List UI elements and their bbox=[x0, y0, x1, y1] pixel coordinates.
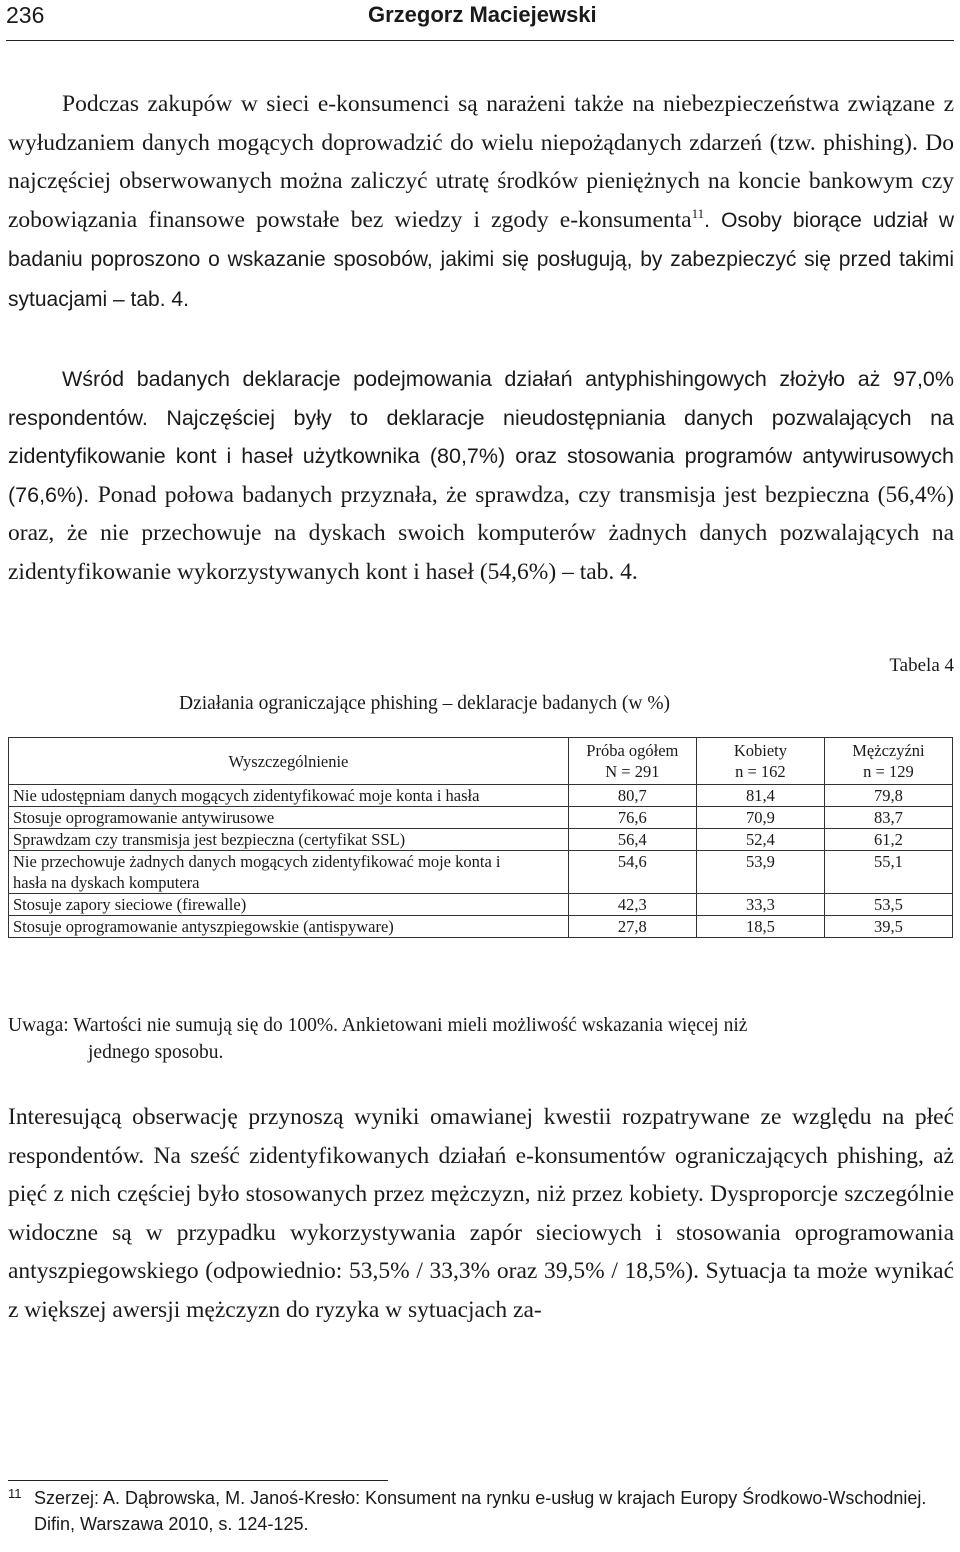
table-row bbox=[9, 851, 953, 894]
value-total: 42,3 bbox=[568, 894, 696, 916]
row-label: Nie udostępniam danych mogących zidentyfikować moje konta i hasła bbox=[9, 785, 569, 807]
value-total: 56,4 bbox=[568, 829, 696, 851]
value-total: 27,8 bbox=[568, 916, 696, 938]
value-total: 80,7 bbox=[568, 785, 696, 807]
footnote-mark: 11 bbox=[8, 1486, 22, 1501]
value-men: 39,5 bbox=[824, 916, 952, 938]
table-title: Działania ograniczające phishing – deklaracje badanych (w %) bbox=[179, 693, 671, 714]
value-women: 70,9 bbox=[696, 807, 824, 829]
table-note bbox=[8, 1012, 954, 1066]
value-men: 61,2 bbox=[824, 829, 952, 851]
paragraph-2 bbox=[8, 360, 954, 591]
table-row bbox=[9, 916, 953, 938]
row-label: Stosuje zapory sieciowe (firewalle) bbox=[9, 894, 569, 916]
value-total: 54,6 bbox=[568, 851, 696, 894]
value-women: 81,4 bbox=[696, 785, 824, 807]
running-head-author: Grzegorz Maciejewski bbox=[368, 2, 597, 27]
footnote-reference[interactable]: 11 bbox=[691, 205, 705, 221]
phishing-measures-table bbox=[8, 737, 953, 938]
row-label: Stosuje oprogramowanie antyszpiegowskie (antispyware) bbox=[9, 916, 569, 938]
value-men: 53,5 bbox=[824, 894, 952, 916]
table-header-row bbox=[9, 738, 953, 785]
value-total: 76,6 bbox=[568, 807, 696, 829]
header-cell-women: Kobiety n = 162 bbox=[696, 738, 824, 785]
table-row bbox=[9, 807, 953, 829]
row-label: Sprawdzam czy transmisja jest bezpieczna (certyfikat SSL) bbox=[9, 829, 569, 851]
header-cell-total: Próba ogółem N = 291 bbox=[568, 738, 696, 785]
table-row bbox=[9, 829, 953, 851]
table-note-line-1: Uwaga: Wartości nie sumują się do 100%. Ankietowani mieli możliwość wskazania więcej niż bbox=[8, 1015, 748, 1036]
page-number: 236 bbox=[6, 2, 45, 28]
value-women: 53,9 bbox=[696, 851, 824, 894]
row-label: Stosuje oprogramowanie antywirusowe bbox=[9, 807, 569, 829]
table-number-label: Tabela 4 bbox=[889, 655, 954, 676]
value-men: 83,7 bbox=[824, 807, 952, 829]
header-cell-item: Wyszczególnienie bbox=[9, 738, 569, 785]
paragraph-1-text-a: Podczas zakupów w sieci e-konsumenci są narażeni także na niebezpieczeństwa związane z wyłudzaniem danych mogących doprowadzić do wielu niepożądanych zdarzeń (tzw. phishing). Do najczęściej obserwowanych można zaliczyć utratę środków pieniężnych na koncie bankowym czy zobowiązania finansowe powstałe bez wiedzy i zgody e-konsumenta bbox=[8, 91, 954, 233]
paragraph-2-text-a: Wśród badanych deklaracje podejmowania działań antyphishingowych złożyło aż 97,0% respondentów. bbox=[8, 367, 954, 430]
row-label: Nie przechowuje żadnych danych mogących zidentyfikować moje konta i hasła na dyskach komputera bbox=[9, 851, 569, 894]
paragraph-1 bbox=[8, 85, 954, 320]
footnote-separator bbox=[8, 1480, 388, 1481]
value-men: 79,8 bbox=[824, 785, 952, 807]
value-women: 33,3 bbox=[696, 894, 824, 916]
value-men: 55,1 bbox=[824, 851, 952, 894]
paragraph-1-text-b: . Osoby biorące udział w badaniu poproszono o wskazanie sposobów, jakimi się posługują, by zabezpieczyć się przed takimi sytuacjami – tab. 4. bbox=[8, 208, 954, 311]
footnote-text: Szerzej: A. Dąbrowska, M. Janoś-Kresło: Konsument na rynku e-usług w krajach Europy Środkowo-Wschodniej. Difin, Warszawa 2010, s. 124-125. bbox=[34, 1488, 927, 1534]
table-row bbox=[9, 894, 953, 916]
table-row bbox=[9, 785, 953, 807]
header-cell-men: Mężczyźni n = 129 bbox=[824, 738, 952, 785]
table-note-line-2: jednego sposobu. bbox=[88, 1042, 224, 1063]
value-women: 18,5 bbox=[696, 916, 824, 938]
paragraph-2-text-c: Ponad połowa badanych przyznała, że sprawdza, czy transmisja jest bezpieczna (56,4%) oraz, że nie przechowuje na dyskach swoich komputerów żadnych danych pozwalających na zidentyfikowanie wykorzystywanych kont i haseł (54,6%) – tab. 4. bbox=[8, 481, 954, 585]
value-women: 52,4 bbox=[696, 829, 824, 851]
running-header bbox=[6, 0, 954, 41]
paragraph-3: Interesującą obserwację przynoszą wyniki omawianej kwestii rozpatrywane ze względu na płeć respondentów. Na sześć zidentyfikowanych działań e-konsumentów ograniczających phishing, aż pięć z nich częściej było stosowanych przez mężczyzn, niż przez kobiety. Dysproporcje szczególnie widoczne są w przypadku wykorzystywania zapór sieciowych i stosowania oprogramowania antyszpiegowskiego (odpowiednio: 53,5% / 33,3% oraz 39,5% / 18,5%). Sytuacja ta może wynikać z większej awersji mężczyzn do ryzyka w sytuacjach za- bbox=[8, 1104, 954, 1323]
paragraph-2-text-b: Najczęściej były to deklaracje nieudostępniania danych pozwalających na zidentyfikowanie kont i haseł użytkownika (80,7%) oraz stosowania programów antywirusowych (76,6%). bbox=[8, 405, 954, 507]
